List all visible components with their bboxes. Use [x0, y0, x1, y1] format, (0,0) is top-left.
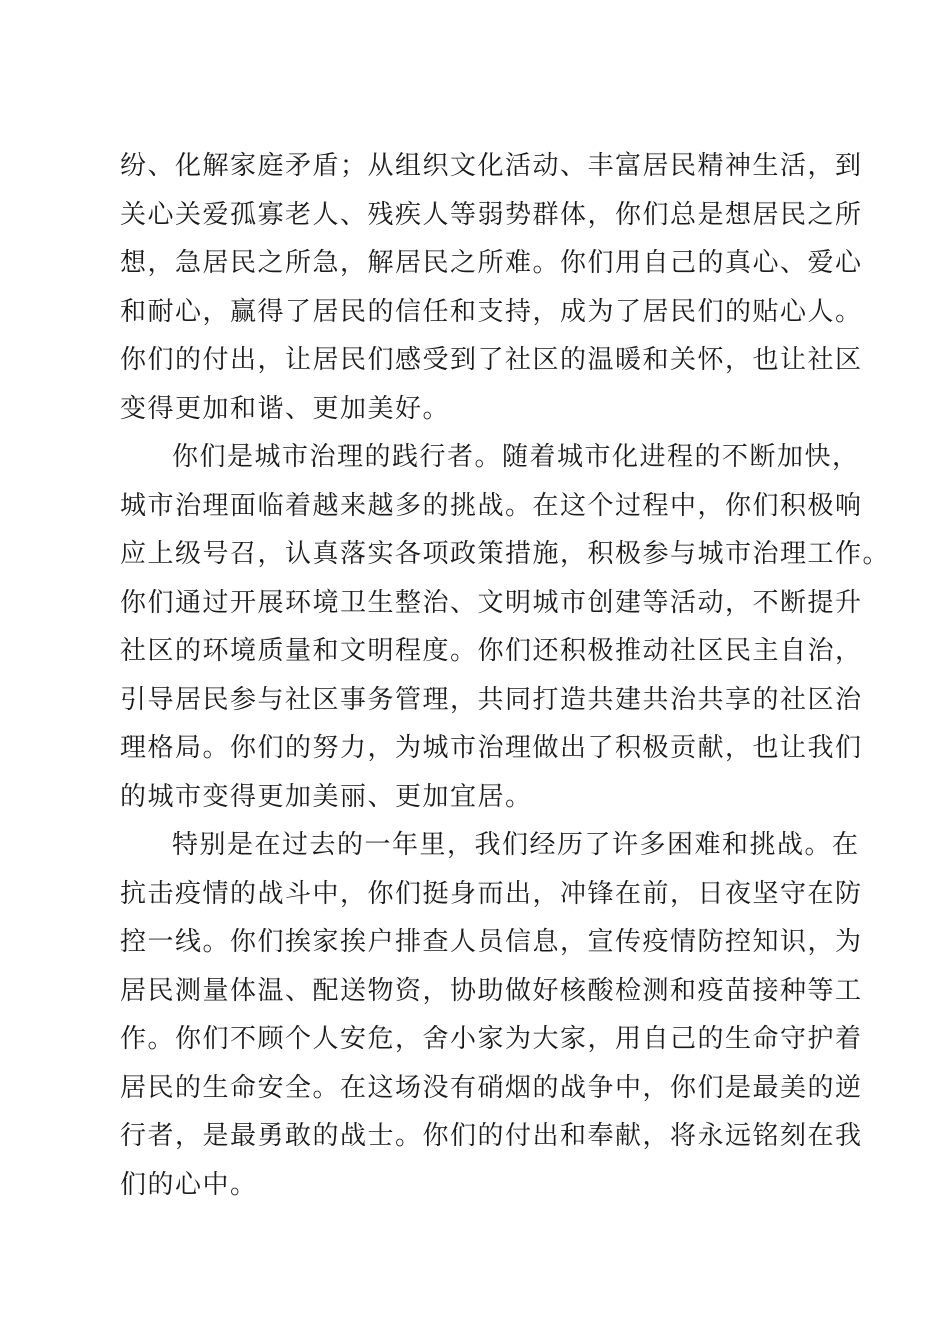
text-line: 和耐心，赢得了居民的信任和支持，成为了居民们的贴心人。	[120, 296, 863, 327]
paragraph	[120, 821, 863, 1209]
text-line: 抗击疫情的战斗中，你们挺身而出，冲锋在前，日夜坚守在防	[120, 878, 863, 909]
text-line: 关心关爱孤寡老人、残疾人等弱势群体，你们总是想居民之所	[120, 199, 863, 230]
text-line: 的城市变得更加美丽、更加宜居。	[120, 781, 533, 812]
text-line: 行者，是最勇敢的战士。你们的付出和奉献，将永远铭刻在我	[120, 1121, 863, 1151]
text-line: 城市治理面临着越来越多的挑战。在这个过程中，你们积极响	[120, 490, 863, 521]
text-line: 们的心中。	[120, 1169, 258, 1200]
text-line: 你们的付出，让居民们感受到了社区的温暖和关怀，也让社区	[120, 345, 863, 375]
paragraph	[120, 433, 891, 821]
text-line: 纷、化解家庭矛盾；从组织文化活动、丰富居民精神生活，到	[120, 151, 863, 181]
text-line: 变得更加和谐、更加美好。	[120, 393, 451, 424]
text-line: 引导居民参与社区事务管理，共同打造共建共治共享的社区治	[120, 684, 863, 715]
text-line: 控一线。你们挨家挨户排查人员信息，宣传疫情防控知识，为	[120, 927, 863, 957]
paragraph	[120, 142, 863, 433]
text-line: 你们通过开展环境卫生整治、文明城市创建等活动，不断提升	[120, 587, 863, 618]
text-line: 作。你们不顾个人安危，舍小家为大家，用自己的生命守护着	[120, 1024, 863, 1054]
text-line: 想，急居民之所急，解居民之所难。你们用自己的真心、爱心	[120, 248, 863, 278]
text-line: 居民的生命安全。在这场没有硝烟的战争中，你们是最美的逆	[120, 1072, 863, 1103]
text-line: 特别是在过去的一年里，我们经历了许多困难和挑战。在	[172, 830, 860, 860]
document-body	[120, 142, 891, 1209]
text-line: 应上级号召，认真落实各项政策措施，积极参与城市治理工作。	[120, 539, 891, 569]
text-line: 理格局。你们的努力，为城市治理做出了积极贡献，也让我们	[120, 733, 863, 763]
text-line: 居民测量体温、配送物资，协助做好核酸检测和疫苗接种等工	[120, 975, 863, 1006]
text-line: 社区的环境质量和文明程度。你们还积极推动社区民主自治，	[120, 636, 863, 666]
text-line: 你们是城市治理的践行者。随着城市化进程的不断加快，	[172, 442, 860, 472]
